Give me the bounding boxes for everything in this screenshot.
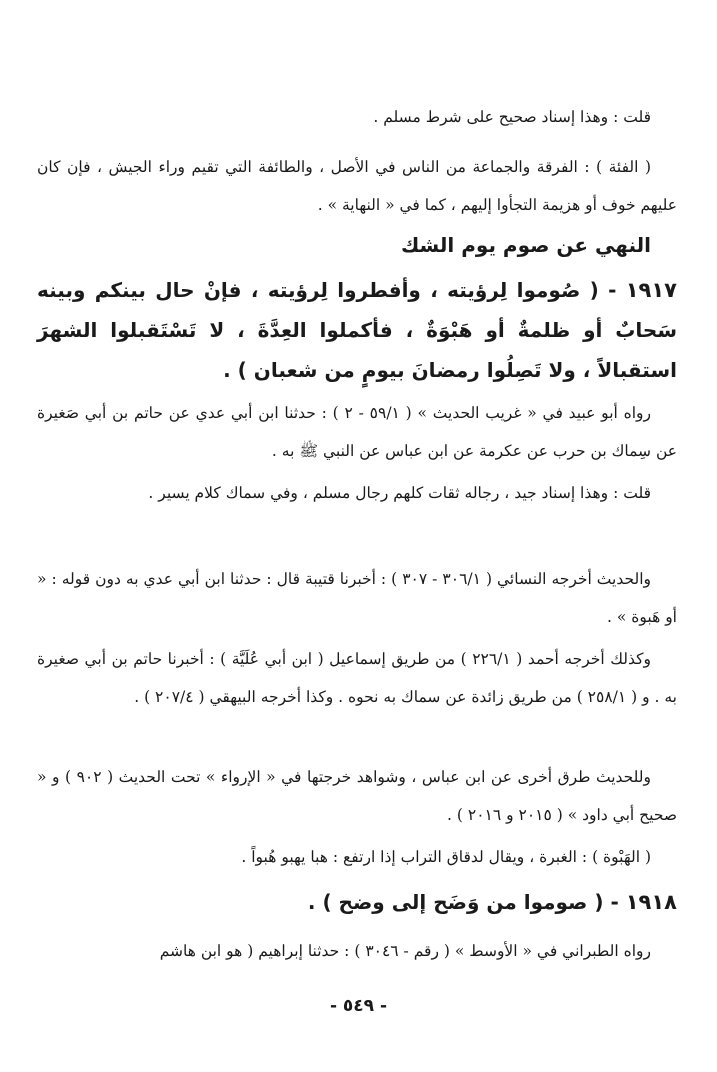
paragraph-ahmad: وكذلك أخرجه أحمد ( ٢٢٦/١ ) من طريق إسماعيل ( ابن أبي عُلَيَّة ) : أخبرنا حاتم بن أبي صغيرة به . و ( ٢٥٨/١ ) من طريق زائدة عن سماك به نحوه . وكذا أخرجه البيهقي ( ٢٠٧/٤ ) . (37, 650, 677, 706)
paragraph-other-routes: وللحديث طرق أخرى عن ابن عباس ، وشواهد خرجتها في « الإرواء » تحت الحديث ( ٩٠٢ ) و « صحيح أبي داود » ( ٢٠١٥ و ٢٠١٦ ) . (37, 768, 677, 824)
paragraph-fia-definition: ( الفئة ) : الفرقة والجماعة من الناس في الأصل ، والطائفة التي تقيم وراء الجيش ، فإن كان عليهم خوف أو هزيمة التجأوا إليهم ، كما في « النهاية » . (37, 158, 677, 214)
page-number: - ٥٤٩ - (329, 996, 388, 1016)
hadith-number: ١٩١٨ (625, 890, 677, 914)
paragraph-comment-2: قلت : وهذا إسناد جيد ، رجاله ثقات كلهم رجال مسلم ، وفي سماك كلام يسير . (148, 484, 651, 502)
paragraph-habwa-definition: ( الهَبْوة ) : الغبرة ، ويقال لدقاق التراب إذا ارتفع : هبا يهبو هُبواً . (241, 848, 651, 866)
paragraph-nasai: والحديث أخرجه النسائي ( ٣٠٦/١ - ٣٠٧ ) : أخبرنا قتيبة قال : حدثنا ابن أبي عدي به دون قوله : « أو هَبوة » . (37, 570, 677, 626)
paragraph-tabarani: رواه الطبراني في « الأوسط » ( رقم - ٣٠٤٦ ) : حدثنا إبراهيم ( هو ابن هاشم (159, 942, 651, 960)
paragraph-abu-ubaid: رواه أبو عبيد في « غريب الحديث » ( ٥٩/١ - ٢ ) : حدثنا ابن أبي عدي عن حاتم بن أبي صَغيرة عن سِماك بن حرب عن عكرمة عن ابن عباس عن النبي ﷺ به . (37, 404, 677, 460)
hadith-number: ١٩١٧ (625, 278, 678, 302)
section-heading: النهي عن صوم يوم الشك (400, 233, 651, 257)
paragraph-comment-1: قلت : وهذا إسناد صحيح على شرط مسلم . (373, 108, 651, 126)
hadith-text: - ( صُوموا لِرؤيته ، وأفطروا لِرؤيته ، فإنْ حال بينكم وبينه سَحابٌ أو ظلمةٌ أو هَبْوَةٌ ، فأكملوا العِدَّةَ ، لا تَسْتَقبلوا الشهرَ استقبالاً ، ولا تَصِلُوا رمضانَ بيومٍ من شعبان ) . (37, 278, 677, 382)
hadith-1917 (37, 270, 677, 390)
hadith-1918 (37, 882, 677, 922)
hadith-text: - ( صوموا من وَضَح إلى وضح ) . (307, 890, 619, 914)
